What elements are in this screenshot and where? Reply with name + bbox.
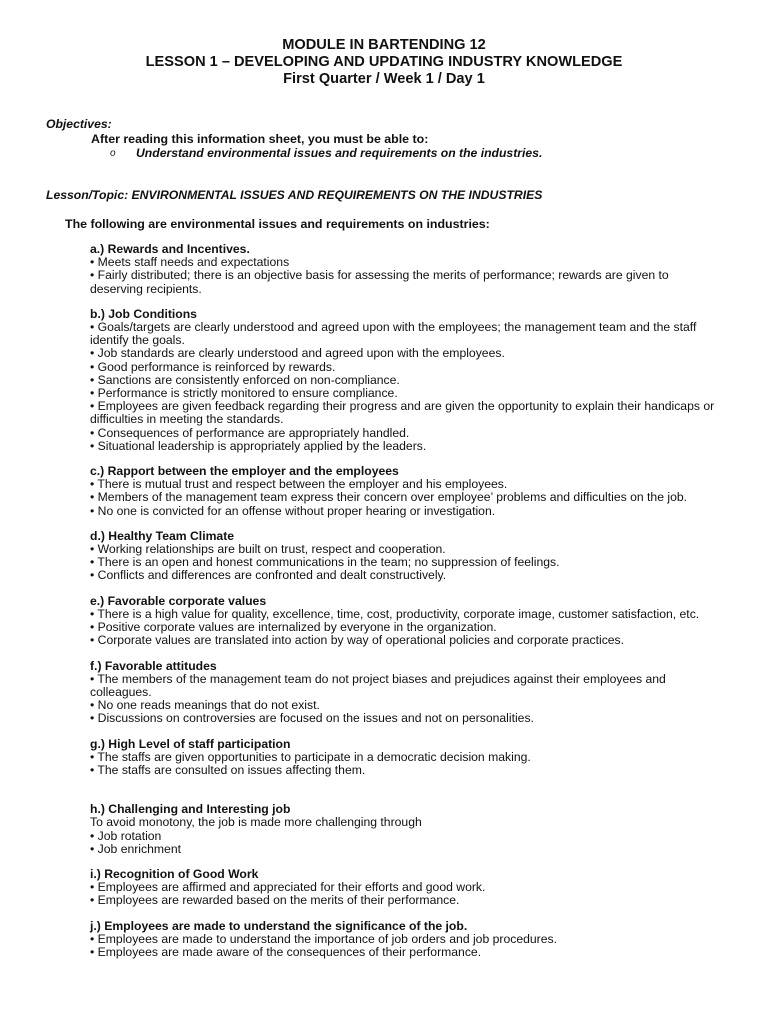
section-title: h.) Challenging and Interesting job [90,802,291,817]
section [90,738,720,778]
section-line: • There is a high value for quality, excellence, time, cost, productivity, corporate image, customer satisfaction, etc. [90,606,700,621]
section-line: • Job enrichment [90,841,181,856]
section-line: To avoid monotony, the job is made more challenging through [90,815,422,830]
section [90,803,720,856]
section [90,243,720,296]
section [90,465,720,518]
section [90,595,720,648]
objective-text: Understand environmental issues and requirements on the industries. [136,146,543,161]
section-line: • No one reads meanings that do not exist. [90,698,320,713]
section [90,530,720,583]
section-line: • Employees are made aware of the consequences of their performance. [90,944,482,959]
section-line: • Discussions on controversies are focused on the issues and not on personalities. [90,711,534,726]
section-line: • There is mutual trust and respect between the employer and his employees. [90,477,508,492]
lesson-topic: Lesson/Topic: ENVIRONMENTAL ISSUES AND REQUIREMENTS ON THE INDUSTRIES [46,187,543,202]
section [90,920,720,960]
section-title: d.) Healthy Team Climate [90,528,235,543]
section-line: • Meets staff needs and expectations [90,255,290,270]
section-line: • Employees are rewarded based on the merits of their performance. [90,893,460,908]
section-line: • The staffs are given opportunities to participate in a democratic decision making. [90,749,531,764]
section-line: • Corporate values are translated into action by way of operational policies and corporate practices. [90,633,625,648]
section-line: • Employees are made to understand the importance of job orders and job procedures. [90,931,557,946]
objective-item [110,147,768,160]
objective-bullet: o [110,148,116,160]
section-line: • Members of the management team express their concern over employee’ problems and difficulties on the job. [90,490,688,505]
section-title: c.) Rapport between the employer and the employees [90,464,399,479]
objectives-label: Objectives: [46,117,112,131]
section-line: • The staffs are consulted on issues affecting them. [90,762,366,777]
objectives-intro: After reading this information sheet, you must be able to: [91,132,429,147]
section-line: • Sanctions are consistently enforced on non-compliance. [90,372,400,387]
section-title: e.) Favorable corporate values [90,593,267,608]
schedule-line: First Quarter / Week 1 / Day 1 [283,71,485,87]
section [90,660,720,726]
sections-list [90,243,720,959]
intro-text: The following are environmental issues and requirements on industries: [65,216,490,231]
section-line: • Job standards are clearly understood and agreed upon with the employees. [90,346,505,361]
section-line: • Goals/targets are clearly understood and agreed upon with the employees; the management team and the staff identify the goals. [90,320,697,348]
section-title: f.) Favorable attitudes [90,658,217,673]
section-title: i.) Recognition of Good Work [90,866,259,881]
section-line: • There is an open and honest communications in the team; no suppression of feelings. [90,555,560,570]
section [90,868,720,908]
section-title: j.) Employees are made to understand the significance of the job. [90,918,468,933]
section-line: • Performance is strictly monitored to ensure compliance. [90,386,398,401]
section-line: • Good performance is reinforced by rewards. [90,359,336,374]
section-title: a.) Rewards and Incentives. [90,242,250,257]
section-line: • Working relationships are built on trust, respect and cooperation. [90,542,446,557]
section-title: b.) Job Conditions [90,306,197,321]
section-line: • Conflicts and differences are confronted and dealt constructively. [90,568,447,583]
section-line: • No one is convicted for an offense without proper hearing or investigation. [90,503,496,518]
section-line: • Positive corporate values are internalized by everyone in the organization. [90,620,497,635]
section [90,308,720,453]
section-line: • Employees are given feedback regarding their progress and are given the opportunity to explain their handicaps or difficulties in meeting the standards. [90,399,715,427]
section-line: • Fairly distributed; there is an objective basis for assessing the merits of performance; rewards are given to deserving recipients. [90,268,669,296]
document-header [0,37,768,88]
lesson-title: LESSON 1 – DEVELOPING AND UPDATING INDUSTRY KNOWLEDGE [145,54,623,70]
section-line: • Job rotation [90,828,162,843]
section-title: g.) High Level of staff participation [90,736,291,751]
section-line: • Situational leadership is appropriately applied by the leaders. [90,438,427,453]
section-line: • Employees are affirmed and appreciated for their efforts and good work. [90,880,486,895]
section-line: • The members of the management team do not project biases and prejudices against their employees and colleagues. [90,671,666,699]
section-line: • Consequences of performance are appropriately handled. [90,425,410,440]
module-title: MODULE IN BARTENDING 12 [282,37,486,53]
